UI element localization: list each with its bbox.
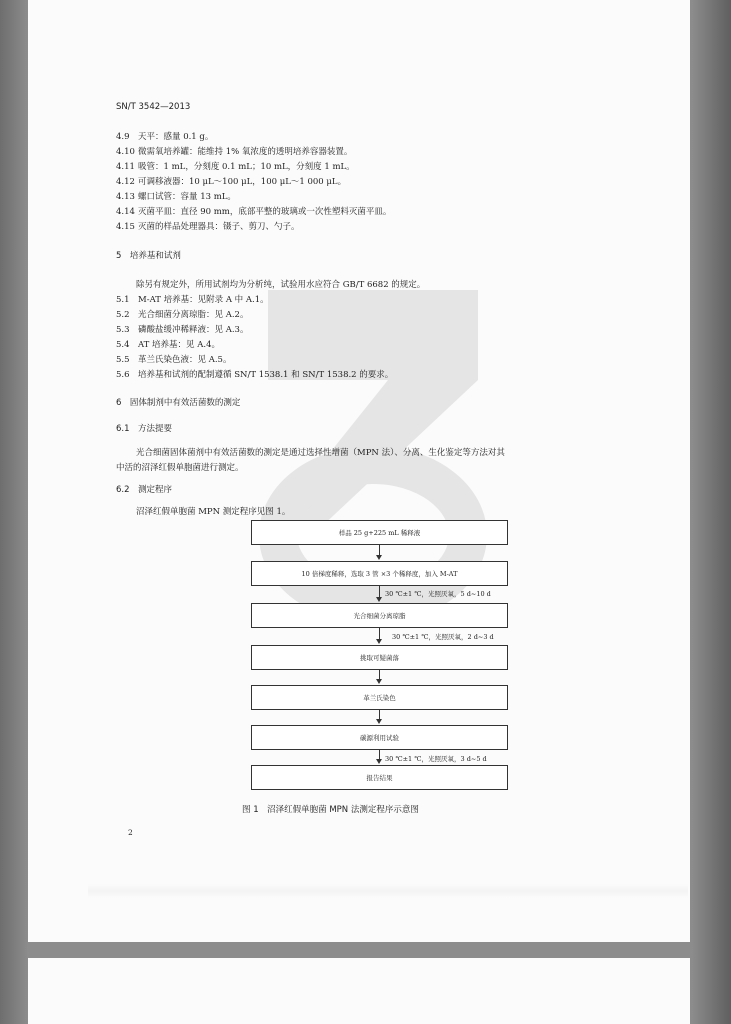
list-item: 5.3 磷酸盐缓冲稀释液：见 A.3。 bbox=[116, 325, 249, 335]
flow-arrow bbox=[376, 555, 382, 560]
list-item: 5.6 培养基和试剂的配制遵循 SN/T 1538.1 和 SN/T 1538.2 的要求。 bbox=[116, 370, 394, 380]
flow-condition: 30 ℃±1 ℃，光照厌氧，2 d~3 d bbox=[392, 633, 494, 641]
flow-box-isolation-agar: 光合细菌分离琼脂 bbox=[251, 603, 508, 628]
list-item: 5.2 光合细菌分离琼脂：见 A.2。 bbox=[116, 310, 249, 320]
standard-id: SN/T 3542—2013 bbox=[116, 102, 191, 112]
section-5-title: 5 培养基和试剂 bbox=[116, 251, 181, 261]
flow-box-dilution: 10 倍梯度稀释，选取 3 管 ×3 个稀释度，加入 M-AT bbox=[251, 561, 508, 586]
list-item: 5.5 革兰氏染色液：见 A.5。 bbox=[116, 355, 232, 365]
list-item: 4.12 可调移液器：10 μL～100 μL，100 μL～1 000 μL。 bbox=[116, 177, 347, 187]
flow-box-carbon-test: 碳源利用试验 bbox=[251, 725, 508, 750]
section-6-1-title: 6.1 方法提要 bbox=[116, 424, 173, 434]
next-page bbox=[28, 958, 690, 1024]
flow-box-pick-colonies: 挑取可疑菌落 bbox=[251, 645, 508, 670]
section-6-2-intro: 沼泽红假单胞菌 MPN 测定程序见图 1。 bbox=[136, 507, 291, 517]
flow-box-sample: 样品 25 g+225 mL 稀释液 bbox=[251, 520, 508, 545]
list-item: 4.13 螺口试管：容量 13 mL。 bbox=[116, 192, 236, 202]
list-item: 5.4 AT 培养基：见 A.4。 bbox=[116, 340, 220, 350]
section-6-1-body-line: 光合细菌固体菌剂中有效活菌数的测定是通过选择性增菌（MPN 法）、分离、生化鉴定等方法对其 bbox=[136, 448, 505, 458]
flow-arrow bbox=[376, 597, 382, 602]
list-item: 4.14 灭菌平皿：直径 90 mm，底部平整的玻璃或一次性塑料灭菌平皿。 bbox=[116, 207, 392, 217]
section-6-title: 6 固体制剂中有效活菌数的测定 bbox=[116, 398, 241, 408]
flow-box-gram-stain: 革兰氏染色 bbox=[251, 685, 508, 710]
flow-arrow bbox=[376, 719, 382, 724]
list-item: 5.1 M-AT 培养基：见附录 A 中 A.1。 bbox=[116, 295, 269, 305]
document-page bbox=[28, 0, 690, 942]
list-item: 4.11 吸管：1 mL，分刻度 0.1 mL；10 mL，分刻度 1 mL。 bbox=[116, 162, 355, 172]
flow-arrow bbox=[376, 759, 382, 764]
flow-arrow bbox=[376, 639, 382, 644]
section-6-1-body-line: 中活的沼泽红假单胞菌进行测定。 bbox=[116, 463, 244, 473]
flow-condition: 30 ℃±1 ℃，光照厌氧，3 d~5 d bbox=[385, 755, 487, 763]
section-5-intro: 除另有规定外，所用试剂均为分析纯，试验用水应符合 GB/T 6682 的规定。 bbox=[136, 280, 426, 290]
flow-box-report: 报告结果 bbox=[251, 765, 508, 790]
section-6-2-title: 6.2 测定程序 bbox=[116, 485, 173, 495]
figure-caption: 图 1 沼泽红假单胞菌 MPN 法测定程序示意图 bbox=[242, 805, 419, 815]
flow-condition: 30 ℃±1 ℃，光照厌氧，5 d~10 d bbox=[385, 590, 491, 598]
page-number: 2 bbox=[128, 828, 133, 837]
flow-arrow bbox=[376, 679, 382, 684]
scan-shadow bbox=[88, 884, 688, 898]
list-item: 4.9 天平：感量 0.1 g。 bbox=[116, 132, 214, 142]
list-item: 4.10 微需氧培养罐：能维持 1% 氧浓度的透明培养容器装置。 bbox=[116, 147, 353, 157]
list-item: 4.15 灭菌的样品处理器具：镊子、剪刀、勺子。 bbox=[116, 222, 300, 232]
